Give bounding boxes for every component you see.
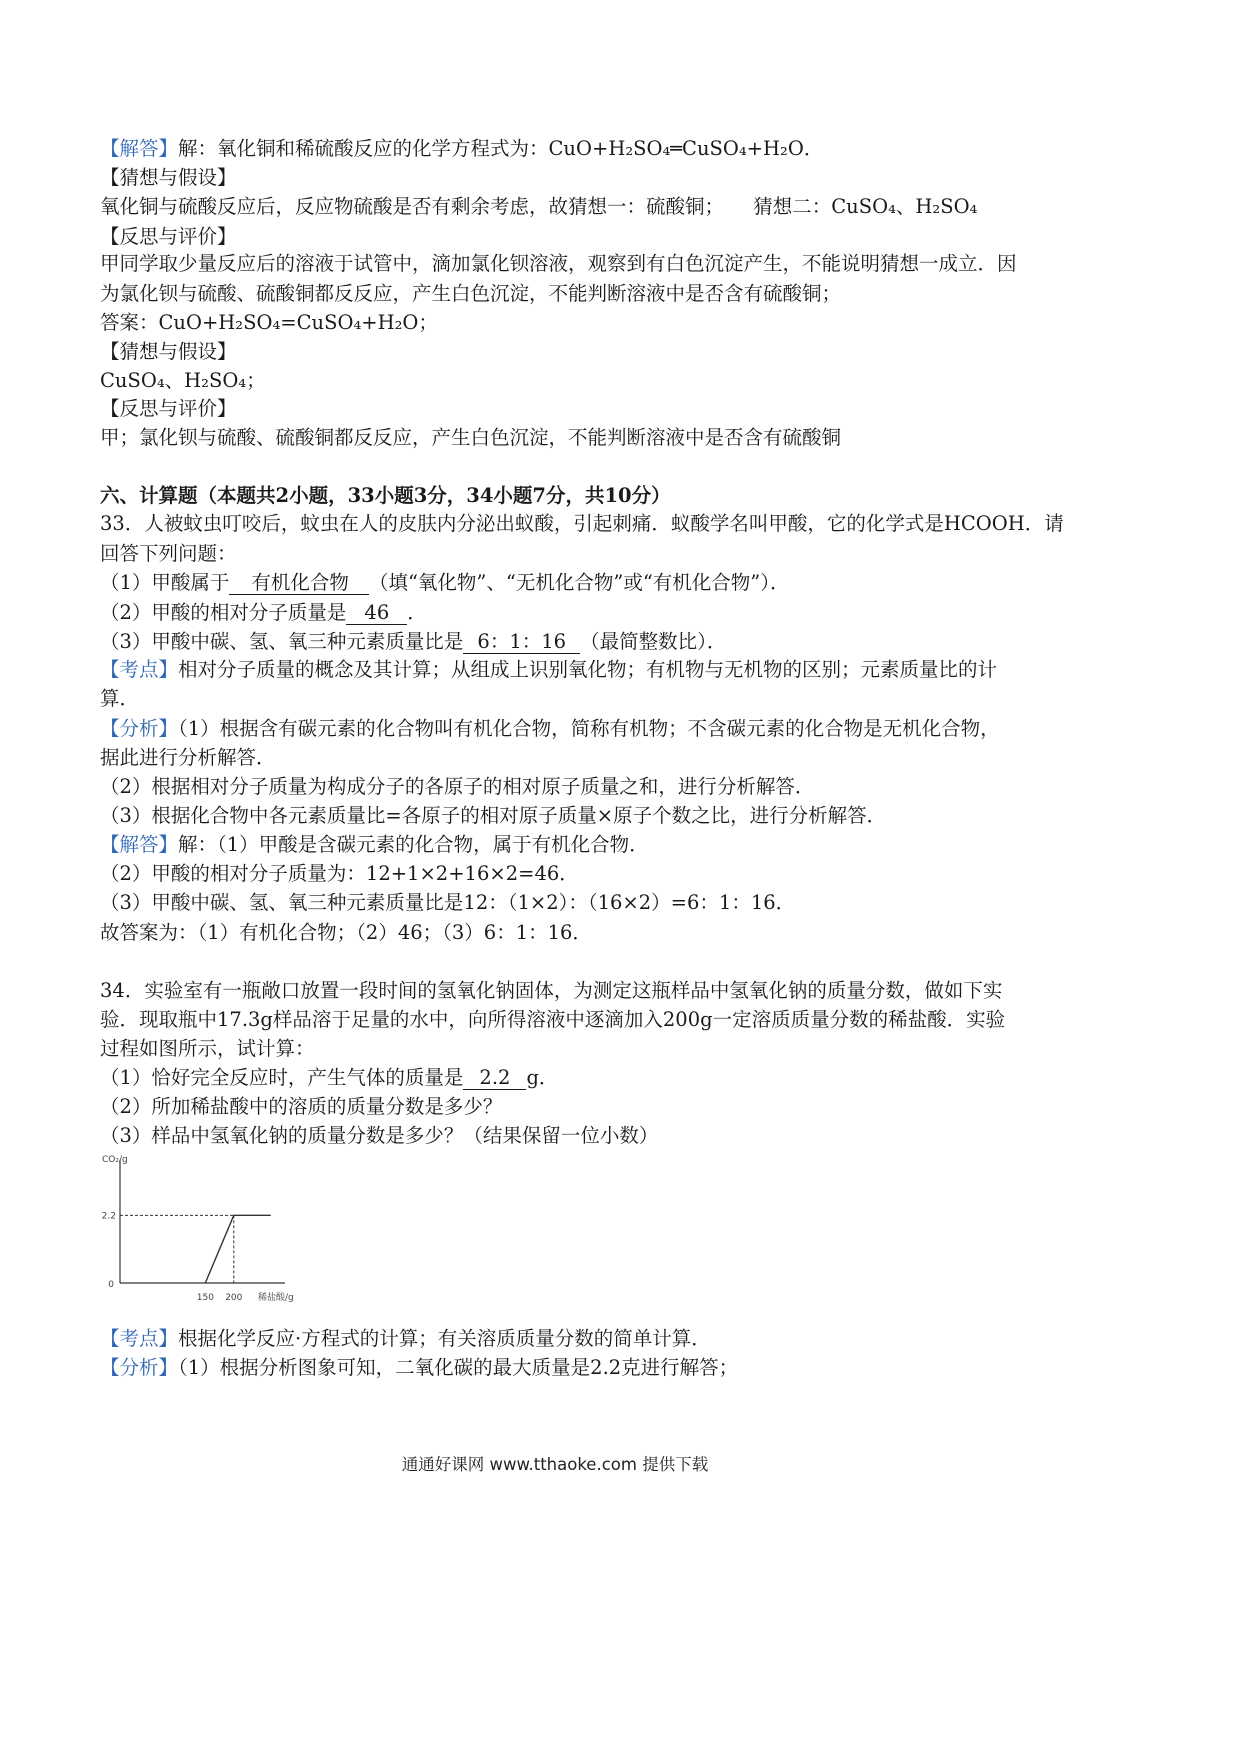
y-axis-label: CO₂/g	[102, 1155, 128, 1165]
section-title: 六、计算题（本题共2小题，33小题3分，34小题7分，共10分）	[100, 484, 671, 507]
part-text: （1）甲酸属于	[100, 571, 230, 594]
question-34-part-2: （2）所加稀盐酸中的溶质的质量分数是多少？	[100, 1095, 503, 1118]
answer-blank: 46	[346, 602, 407, 625]
fenxi-line	[100, 1353, 738, 1382]
hypothesis-text: 氧化铜与硫酸反应后，反应物硫酸是否有剩余考虑，故猜想一：硫酸铜； 猜想二：CuSO₄、H₂SO₄	[100, 195, 978, 218]
fenxi-text: 据此进行分析解答．	[100, 746, 276, 769]
answer-line	[100, 134, 823, 163]
hypothesis-heading: 【猜想与假设】	[100, 340, 237, 363]
question-33-part-3	[100, 627, 726, 656]
question-34-stem: 验．现取瓶中17.3g样品溶于足量的水中，向所得溶液中逐滴加入200g一定溶质质量分数的稀盐酸．实验	[100, 1008, 1006, 1031]
fenxi-text: （1）根据分析图象可知，二氧化碳的最大质量是2.2克进行解答；	[178, 1356, 739, 1379]
answer-blank: 2.2	[463, 1067, 526, 1090]
part-text: ．	[407, 601, 427, 624]
evaluation-text: 为氯化钡与硫酸、硫酸铜都反反应，产生白色沉淀，不能判断溶液中是否含有硫酸铜；	[100, 282, 842, 305]
fenxi-text: （1）根据含有碳元素的化合物叫有机化合物，简称有机物；不含碳元素的化合物是无机化合物，	[178, 717, 1000, 740]
fenxi-line	[100, 714, 1000, 743]
answer-blank: 有机化合物	[229, 572, 369, 595]
question-34-part-3: （3）样品中氢氧化钠的质量分数是多少？（结果保留一位小数）	[100, 1124, 659, 1147]
fenxi-label: 【分析】	[100, 1356, 179, 1379]
jieda-text: （3）甲酸中碳、氢、氧三种元素质量比是12：（1×2）：（16×2）=6：1：16．	[100, 891, 796, 914]
question-34-stem: 34．实验室有一瓶敞口放置一段时间的氢氧化钠固体，为测定这瓶样品中氢氧化钠的质量分数，做如下实	[100, 979, 1003, 1002]
part-text: （2）甲酸的相对分子质量是	[100, 601, 347, 624]
x-tick-label: 150	[196, 1293, 214, 1303]
part-text: （最简整数比）．	[580, 630, 727, 653]
answer-blank: 6：1：16	[463, 631, 580, 654]
question-33-stem: 回答下列问题：	[100, 542, 237, 565]
jieda-label: 【解答】	[100, 137, 179, 160]
fenxi-text: （3）根据化合物中各元素质量比=各原子的相对原子质量×原子个数之比，进行分析解答．	[100, 804, 887, 827]
hypothesis-heading: 【猜想与假设】	[100, 166, 237, 189]
question-34-stem: 过程如图所示，试计算：	[100, 1037, 315, 1060]
kaodian-text: 相对分子质量的概念及其计算；从组成上识别氧化物；有机物与无机物的区别；元素质量比的计	[178, 658, 998, 681]
jieda-line	[100, 830, 649, 859]
answer-text: 解：氧化铜和稀硫酸反应的化学方程式为：CuO+H₂SO₄═CuSO₄+H₂O．	[178, 137, 824, 160]
series-line	[205, 1215, 270, 1283]
kaodian-label: 【考点】	[100, 1327, 179, 1350]
kaodian-label: 【考点】	[100, 658, 179, 681]
page-footer: 通通好课网 www.tthaoke.com 提供下载	[401, 1455, 709, 1474]
part-text: g．	[526, 1066, 559, 1089]
kaodian-line	[100, 655, 997, 684]
fenxi-text: （2）根据相对分子质量为构成分子的各原子的相对原子质量之和，进行分析解答．	[100, 775, 815, 798]
kaodian-line	[100, 1324, 711, 1353]
part-text: （1）恰好完全反应时，产生气体的质量是	[100, 1066, 464, 1089]
x-axis-label: 稀盐酸/g	[258, 1293, 294, 1303]
answer-equation: 答案：CuO+H₂SO₄=CuSO₄+H₂O；	[100, 311, 438, 334]
evaluation-text: 甲同学取少量反应后的溶液于试管中，滴加氯化钡溶液，观察到有白色沉淀产生，不能说明猜想一成立．因	[100, 252, 1017, 275]
kaodian-text: 根据化学反应·方程式的计算；有关溶质质量分数的简单计算．	[178, 1327, 711, 1350]
y-tick-label: 2.2	[101, 1211, 116, 1222]
part-text: （填“氧化物”、“无机化合物”或“有机化合物”）．	[368, 571, 790, 594]
final-answer: 故答案为：（1）有机化合物；（2）46；（3）6：1：16．	[100, 921, 592, 944]
evaluation-answer: 甲；氯化钡与硫酸、硫酸铜都反反应，产生白色沉淀，不能判断溶液中是否含有硫酸铜	[100, 426, 842, 449]
origin-label: 0	[108, 1280, 114, 1290]
jieda-text: （2）甲酸的相对分子质量为：12+1×2+16×2=46．	[100, 862, 579, 885]
evaluation-heading: 【反思与评价】	[100, 225, 237, 248]
jieda-label: 【解答】	[100, 833, 179, 856]
question-33-part-2	[100, 598, 427, 627]
jieda-text: 解：（1）甲酸是含碳元素的化合物，属于有机化合物．	[178, 833, 649, 856]
co2-mass-chart	[100, 1148, 310, 1310]
fenxi-label: 【分析】	[100, 717, 179, 740]
question-33-part-1	[100, 568, 790, 597]
hypothesis-answer: CuSO₄、H₂SO₄；	[100, 369, 266, 392]
x-tick-label: 200	[225, 1293, 243, 1303]
kaodian-text: 算．	[100, 687, 140, 710]
part-text: （3）甲酸中碳、氢、氧三种元素质量比是	[100, 630, 464, 653]
question-33-stem: 33．人被蚊虫叮咬后，蚊虫在人的皮肤内分泌出蚁酸，引起刺痛．蚁酸学名叫甲酸，它的化学式是HCOOH．请	[100, 512, 1064, 535]
question-34-part-1	[100, 1063, 558, 1092]
evaluation-heading: 【反思与评价】	[100, 397, 237, 420]
